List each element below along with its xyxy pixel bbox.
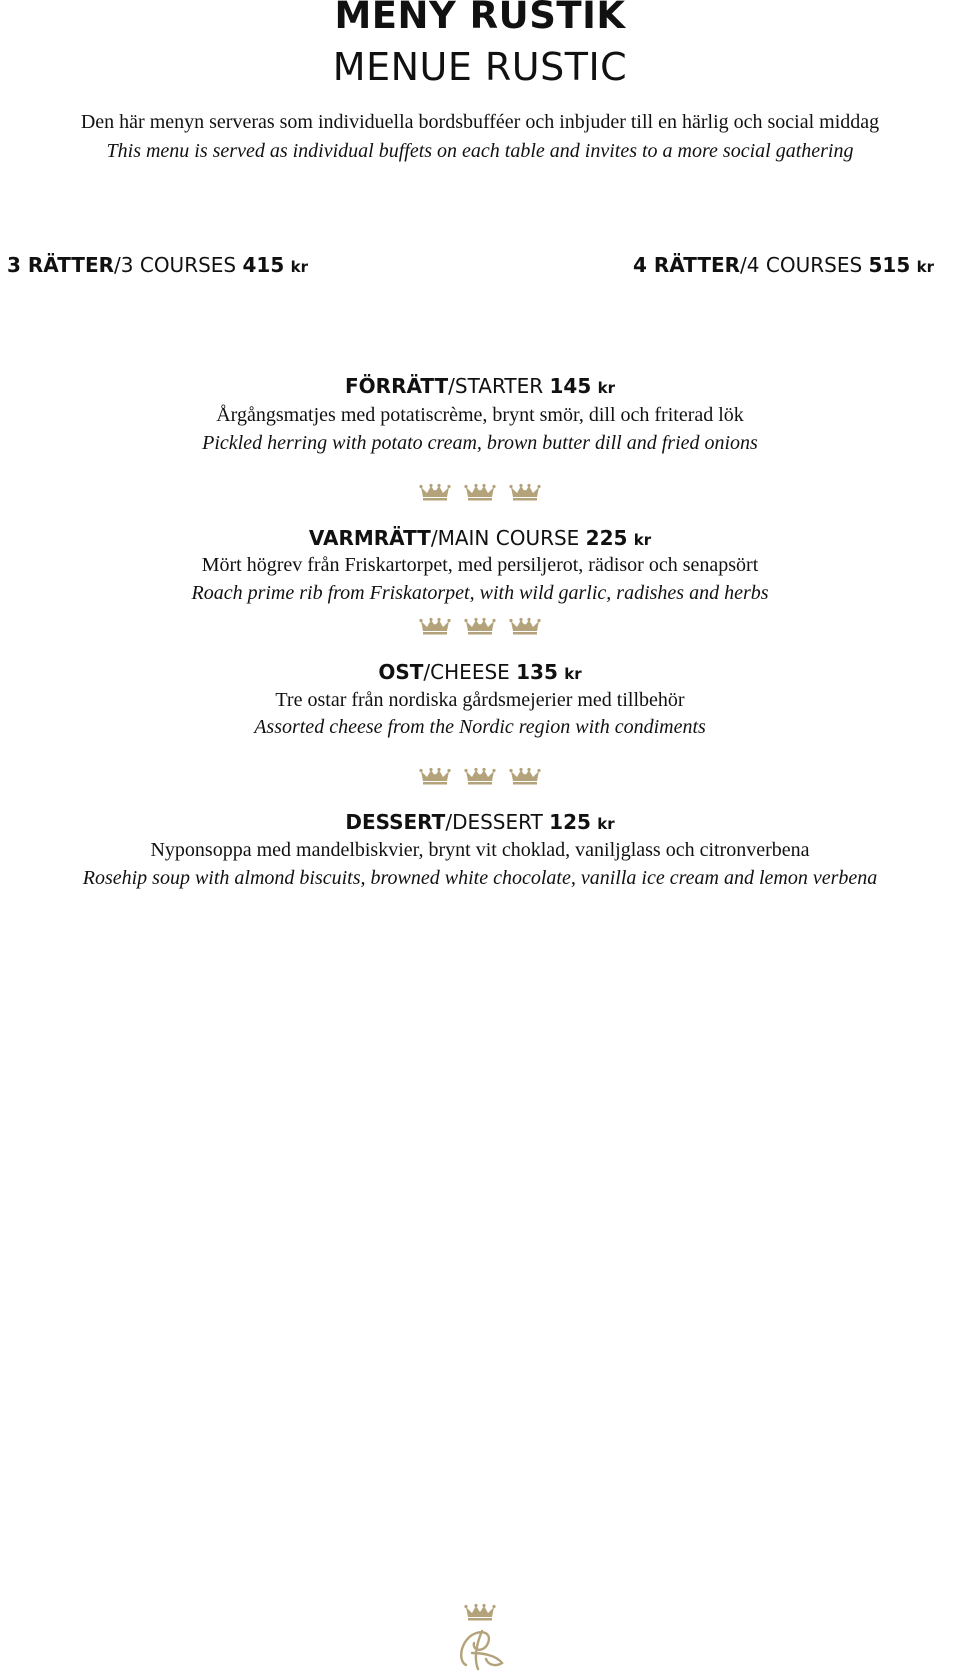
three-course-label-sv: 3 RÄTTER bbox=[7, 253, 115, 277]
four-course-label-en: 4 COURSES bbox=[746, 253, 863, 277]
crown-icon bbox=[419, 617, 451, 635]
divider-crowns bbox=[0, 483, 960, 505]
crown-icon bbox=[464, 483, 496, 501]
four-course-amount: 515 bbox=[868, 253, 911, 277]
crown-icon bbox=[464, 617, 496, 635]
cheese-heading-en: CHEESE bbox=[430, 660, 510, 684]
dessert-heading: DESSERT/DESSERT 125 kr bbox=[345, 810, 615, 834]
divider-crowns bbox=[0, 767, 960, 789]
page-subtitle: MENUE RUSTIC bbox=[332, 45, 628, 89]
main-heading-en: MAIN COURSE bbox=[437, 526, 580, 550]
three-course-label-en: 3 COURSES bbox=[120, 253, 237, 277]
main-description-sv: Mört högrev från Friskartorpet, med persiljerot, rädisor och senapsört bbox=[201, 554, 759, 576]
cheese-description-sv: Tre ostar från nordiska gårdsmejerier med tillbehör bbox=[275, 689, 685, 711]
four-course-label-sv: 4 RÄTTER bbox=[633, 253, 741, 277]
intro-text-en: This menu is served as individual buffets on each table and invites to a more social gathering bbox=[106, 140, 854, 162]
main-price: 225 bbox=[585, 526, 628, 550]
main-currency: kr bbox=[633, 531, 652, 549]
three-course-currency: kr bbox=[290, 258, 308, 276]
crown-icon bbox=[464, 767, 496, 785]
cheese-heading-sv: OST bbox=[378, 660, 424, 684]
cheese-heading: OST/CHEESE 135 kr bbox=[378, 660, 582, 684]
starter-heading: FÖRRÄTT/STARTER 145 kr bbox=[345, 374, 615, 398]
main-heading-sv: VARMRÄTT bbox=[308, 526, 431, 550]
starter-heading-en: STARTER bbox=[454, 374, 544, 398]
dessert-description-en: Rosehip soup with almond biscuits, browned white chocolate, vanilla ice cream and lemon verbena bbox=[82, 867, 878, 889]
intro-text-sv: Den här menyn serveras som individuella bordsbufféer och inbjuder till en härlig och social middag bbox=[80, 111, 880, 133]
dessert-heading-sv: DESSERT bbox=[345, 810, 446, 834]
crown-icon bbox=[509, 617, 541, 635]
crown-icon bbox=[419, 767, 451, 785]
cheese-description-en: Assorted cheese from the Nordic region with condiments bbox=[254, 716, 706, 738]
main-description-en: Roach prime rib from Friskatorpet, with wild garlic, radishes and herbs bbox=[191, 582, 769, 604]
crown-icon bbox=[509, 483, 541, 501]
cheese-currency: kr bbox=[564, 665, 582, 683]
three-course-price: 3 RÄTTER/3 COURSES 415 kr bbox=[7, 253, 308, 277]
divider-crowns bbox=[0, 617, 960, 639]
dessert-price: 125 bbox=[549, 810, 591, 834]
four-course-price: 4 RÄTTER/4 COURSES 515 kr bbox=[633, 253, 934, 277]
dessert-currency: kr bbox=[597, 815, 615, 833]
four-course-currency: kr bbox=[916, 258, 934, 276]
starter-description-en: Pickled herring with potato cream, brown butter dill and fried onions bbox=[202, 432, 758, 454]
crown-monogram-logo-icon bbox=[452, 1603, 508, 1674]
starter-currency: kr bbox=[597, 379, 615, 397]
crown-icon bbox=[419, 483, 451, 501]
cheese-price: 135 bbox=[516, 660, 558, 684]
crown-icon bbox=[509, 767, 541, 785]
dessert-description-sv: Nyponsoppa med mandelbiskvier, brynt vit choklad, vaniljglass och citronverbena bbox=[150, 839, 810, 861]
page-title: MENY RUSTIK bbox=[334, 0, 626, 37]
starter-price: 145 bbox=[549, 374, 592, 398]
main-course-heading: VARMRÄTT/MAIN COURSE 225 kr bbox=[308, 526, 652, 550]
three-course-amount: 415 bbox=[242, 253, 285, 277]
starter-description-sv: Årgångsmatjes med potatiscrème, brynt smör, dill och friterad lök bbox=[216, 404, 744, 426]
dessert-heading-en: DESSERT bbox=[452, 810, 543, 834]
starter-heading-sv: FÖRRÄTT bbox=[345, 374, 449, 398]
